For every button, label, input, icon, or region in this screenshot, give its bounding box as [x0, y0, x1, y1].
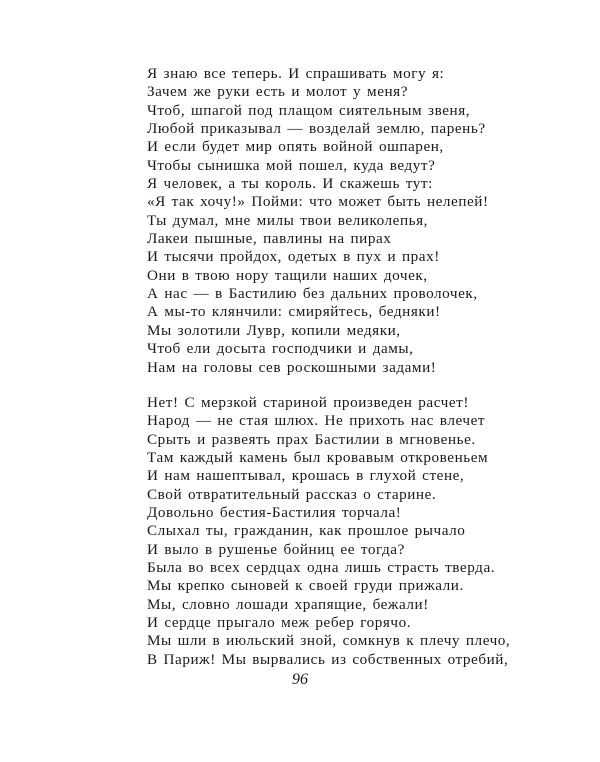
verse-line: Лакеи пышные, павлины на пирах: [147, 230, 392, 248]
verse-line: Народ — не стая шлюх. Не прихоть нас влечет: [147, 412, 486, 430]
verse-line: Зачем же руки есть и молот у меня?: [147, 83, 409, 101]
verse-line: Чтобы сынишка мой пошел, куда ведут?: [147, 156, 436, 174]
verse-line: Они в твою нору тащили наших дочек,: [147, 266, 428, 284]
verse-line: Мы шли в июльский зной, сомкнув к плечу плечо,: [147, 632, 511, 650]
verse-line: И нам нашептывал, крошась в глухой стене,: [147, 467, 465, 485]
verse-line: А нас — в Бастилию без дальних проволочек,: [147, 285, 478, 303]
verse-line: «Я так хочу!» Пойми: что может быть нелепей!: [147, 193, 489, 211]
verse-line: Там каждый камень был кровавым откровеньем: [147, 449, 489, 467]
verse-line: Мы, словно лошади храпящие, бежали!: [147, 595, 429, 613]
verse-line: Свой отвратительный рассказ о старине.: [147, 485, 437, 503]
page-number: 96: [292, 671, 308, 688]
verse-line: И если будет мир опять войной ошпарен,: [147, 138, 444, 156]
verse-line: Я знаю все теперь. И спрашивать могу я:: [147, 65, 445, 82]
stanza-2: [147, 394, 510, 669]
verse-line: Ты думал, мне милы твои великолепья,: [147, 211, 428, 229]
verse-line: Чтоб ели досыта господчики и дамы,: [147, 340, 414, 358]
verse-line: Мы золотили Лувр, копили медяки,: [147, 321, 401, 339]
verse-line: Слыхал ты, гражданин, как прошлое рычало: [147, 522, 466, 540]
verse-line: Довольно бестия-Бастилия торчала!: [147, 504, 402, 522]
verse-line: Была во всех сердцах одна лишь страсть тверда.: [147, 559, 496, 577]
verse-line: И сердце прыгало меж ребер горячо.: [147, 614, 412, 632]
verse-line: А мы-то клянчили: смиряйтесь, бедняки!: [147, 303, 441, 321]
verse-line: Любой приказывал — возделай землю, парень?: [147, 120, 486, 138]
stanza-1: [147, 65, 489, 377]
verse-line: Чтоб, шпагой под плащом сиятельным звеня,: [147, 101, 471, 119]
verse-line: И выло в рушенье бойниц ее тогда?: [147, 540, 405, 558]
verse-line: В Париж! Мы вырвались из собственных отребий,: [147, 650, 509, 668]
verse-line: Я человек, а ты король. И скажешь тут:: [147, 175, 433, 193]
verse-line: И тысячи пройдох, одетых в пух и прах!: [147, 248, 440, 266]
verse-line: Мы крепко сыновей к своей груди прижали.: [147, 577, 464, 595]
verse-line: Нам на головы сев роскошными задами!: [147, 358, 437, 376]
verse-line: Срыть и развеять прах Бастилии в мгновенье.: [147, 430, 476, 448]
verse-line: Нет! С мерзкой стариной произведен расчет!: [147, 394, 469, 411]
